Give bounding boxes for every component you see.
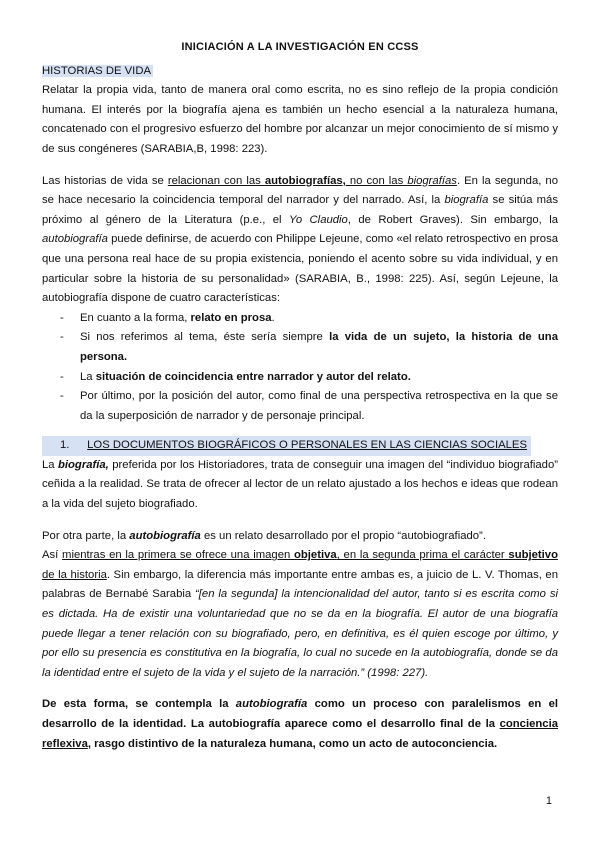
section-1-heading xyxy=(42,426,558,456)
characteristics-list xyxy=(42,309,558,427)
intro-paragraph: Relatar la propia vida, tanto de manera oral como escrita, no es sino reflejo de la propia condición humana. El interés por la biografía ajena es también un hecho esencial a la naturaleza humana, concatenado con el progresivo esfuerzo del hombre por alcanzar un mejor conocimiento de sí mismo y de sus congéneres (SARABIA,B, 1998: 223). xyxy=(42,84,558,155)
list-item: - En cuanto a la forma, relato en prosa. xyxy=(42,309,558,329)
page-number: 1 xyxy=(545,795,552,807)
relation-phrase: relacionan con las autobiografías, xyxy=(167,174,346,187)
section-1-heading-text: 1. LOS DOCUMENTOS BIOGRÁFICOS O PERSONALES EN LAS CIENCIAS SOCIALES xyxy=(42,436,531,456)
list-item: - Si nos referimos al tema, éste sería siempre la vida de un sujeto, la historia de una persona. xyxy=(42,328,558,367)
page-content xyxy=(42,38,558,754)
list-item: - La situación de coincidencia entre narrador y autor del relato. xyxy=(42,368,558,388)
not-biography-phrase: no con las biografías xyxy=(345,174,457,187)
biography-paragraph: La biografía, preferida por los Historiadores, trata de conseguir una imagen del “individuo biografiado” ceñida a la realidad. Se trata de ofrecer al lector de un relato ajustado a los hechos e ideas que rodean a la vida del sujeto biografiado. xyxy=(42,458,558,511)
section-heading xyxy=(42,62,558,82)
list-item: - Por último, por la posición del autor, como final de una perspectiva retrospectiva en la que se da la superposición de narrador y de personaje principal. xyxy=(42,387,558,426)
objective-phrase: mientras en la primera se ofrece una imagen objetiva, en la segunda prima el carácter subjetivo de la historia xyxy=(42,549,558,581)
otherwise-paragraph: Por otra parte, la autobiografía es un relato desarrollado por el propio “autobiografiado”. Así mientras en la primera se ofrece una imagen objetiva, en la segunda prima el carácter subjetivo de la historia. Sin embargo, la diferencia más importante entre ambas es, a juicio de L. V. Thomas, en palabras de Bernabé Sarabia “[en la segunda] la intencionalidad del autor, tanto si es escrita como si es dictada. Ha de existir una voluntariedad que no se da en la biografía. El autor de una biografía puede llegar a tener relación con su biografiado, pero, en definitiva, es él quien escoge por último, y por ello su presencia es constitutiva en la biografía, lo cual no sucede en la autobiografía, donde se da la identidad entre el sujeto de la vida y el sujeto de la narración.” (1998: 227). xyxy=(42,529,558,679)
conclusion-paragraph: De esta forma, se contempla la autobiografía como un proceso con paralelismos en el desarrollo de la identidad. La autobiografía aparece como el desarrollo final de la conciencia reflexiva, rasgo distintivo de la naturaleza humana, como un acto de autoconciencia. xyxy=(42,698,558,750)
section-heading-text: HISTORIAS DE VIDA xyxy=(42,64,152,77)
document-title: INICIACIÓN A LA INVESTIGACIÓN EN CCSS xyxy=(181,41,419,53)
autobiography-paragraph: Las historias de vida se relacionan con las autobiografías, no con las biografías. En la segunda, no se hace necesario la coincidencia temporal del narrador y del narrado. Así, la biografía se sitúa más próximo al género de la Literatura (p.e., el Yo Claudio, de Robert Graves). Sin embargo, la autobiografía puede definirse, de acuerdo con Philippe Lejeune, como «el relato retrospectivo en prosa que una persona real hace de su propia existencia, poniendo el acento sobre su vida individual, y en particular sobre la historia de su personalidad» (SARABIA, B., 1998: 225). Así, según Lejeune, la autobiografía dispone de cuatro características: xyxy=(42,174,559,305)
